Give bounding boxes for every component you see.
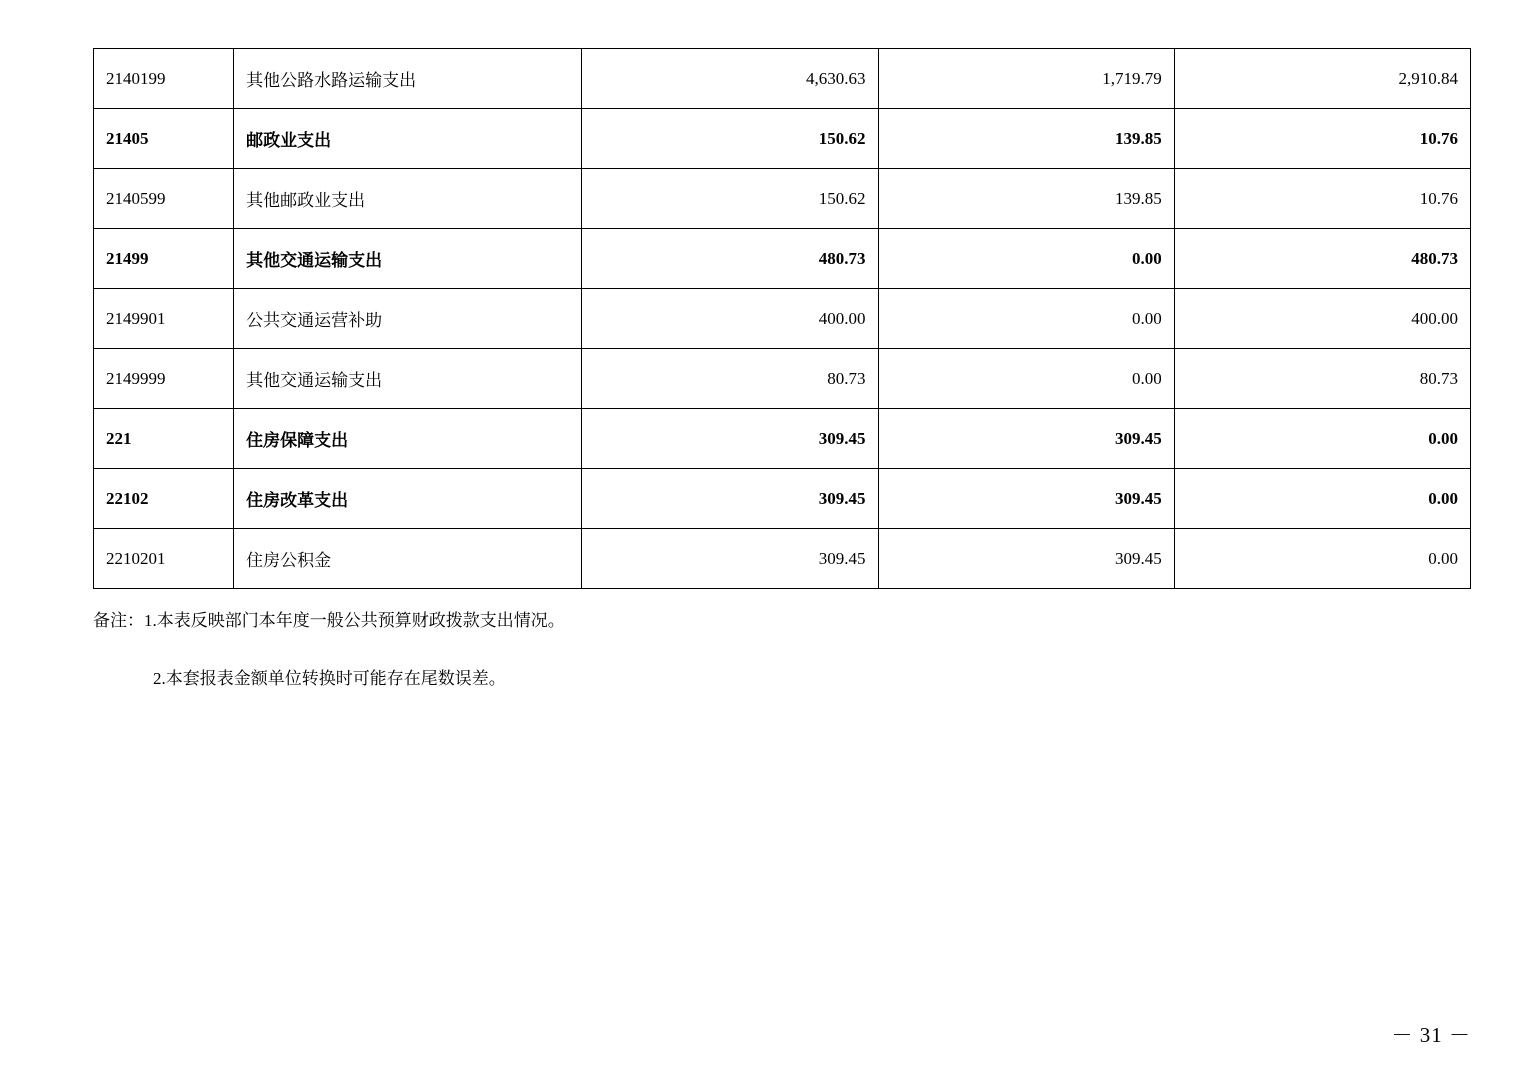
notes-block [93,606,1433,694]
cell-value-1: 400.00 [582,289,878,349]
cell-value-3: 0.00 [1174,409,1470,469]
cell-value-3: 2,910.84 [1174,49,1470,109]
cell-value-2: 0.00 [878,289,1174,349]
cell-name: 其他交通运输支出 [234,349,582,409]
cell-value-1: 80.73 [582,349,878,409]
cell-value-1: 150.62 [582,169,878,229]
cell-value-2: 0.00 [878,229,1174,289]
table-row [94,529,1471,589]
table-row [94,469,1471,529]
cell-name: 公共交通运营补助 [234,289,582,349]
cell-code: 21405 [94,109,234,169]
table-row [94,289,1471,349]
page-number: － 31 － [1391,1023,1471,1047]
table-row [94,49,1471,109]
budget-expenditure-table [93,48,1471,589]
cell-code: 2210201 [94,529,234,589]
cell-name: 住房保障支出 [234,409,582,469]
cell-value-3: 10.76 [1174,169,1470,229]
table-row [94,169,1471,229]
cell-value-3: 480.73 [1174,229,1470,289]
cell-value-1: 309.45 [582,529,878,589]
cell-code: 221 [94,409,234,469]
cell-value-2: 1,719.79 [878,49,1174,109]
note-line-1: 备注：1.本表反映部门本年度一般公共预算财政拨款支出情况。 [93,611,565,630]
table-row [94,349,1471,409]
cell-value-3: 80.73 [1174,349,1470,409]
cell-value-1: 309.45 [582,469,878,529]
cell-name: 其他交通运输支出 [234,229,582,289]
cell-value-3: 0.00 [1174,469,1470,529]
cell-value-1: 4,630.63 [582,49,878,109]
cell-name: 邮政业支出 [234,109,582,169]
cell-code: 2149901 [94,289,234,349]
cell-value-3: 10.76 [1174,109,1470,169]
cell-code: 21499 [94,229,234,289]
cell-value-1: 480.73 [582,229,878,289]
cell-value-2: 309.45 [878,469,1174,529]
cell-value-2: 0.00 [878,349,1174,409]
cell-value-3: 400.00 [1174,289,1470,349]
cell-name: 住房公积金 [234,529,582,589]
cell-value-2: 139.85 [878,109,1174,169]
cell-code: 2140599 [94,169,234,229]
cell-value-2: 309.45 [878,409,1174,469]
table-row [94,109,1471,169]
cell-value-3: 0.00 [1174,529,1470,589]
cell-value-1: 309.45 [582,409,878,469]
cell-name: 其他邮政业支出 [234,169,582,229]
table-body [94,49,1471,589]
note-line-2: 2.本套报表金额单位转换时可能存在尾数误差。 [153,669,506,688]
cell-value-2: 139.85 [878,169,1174,229]
table-row [94,229,1471,289]
cell-code: 22102 [94,469,234,529]
cell-name: 住房改革支出 [234,469,582,529]
cell-value-2: 309.45 [878,529,1174,589]
table-row [94,409,1471,469]
cell-code: 2140199 [94,49,234,109]
cell-code: 2149999 [94,349,234,409]
cell-name: 其他公路水路运输支出 [234,49,582,109]
cell-value-1: 150.62 [582,109,878,169]
